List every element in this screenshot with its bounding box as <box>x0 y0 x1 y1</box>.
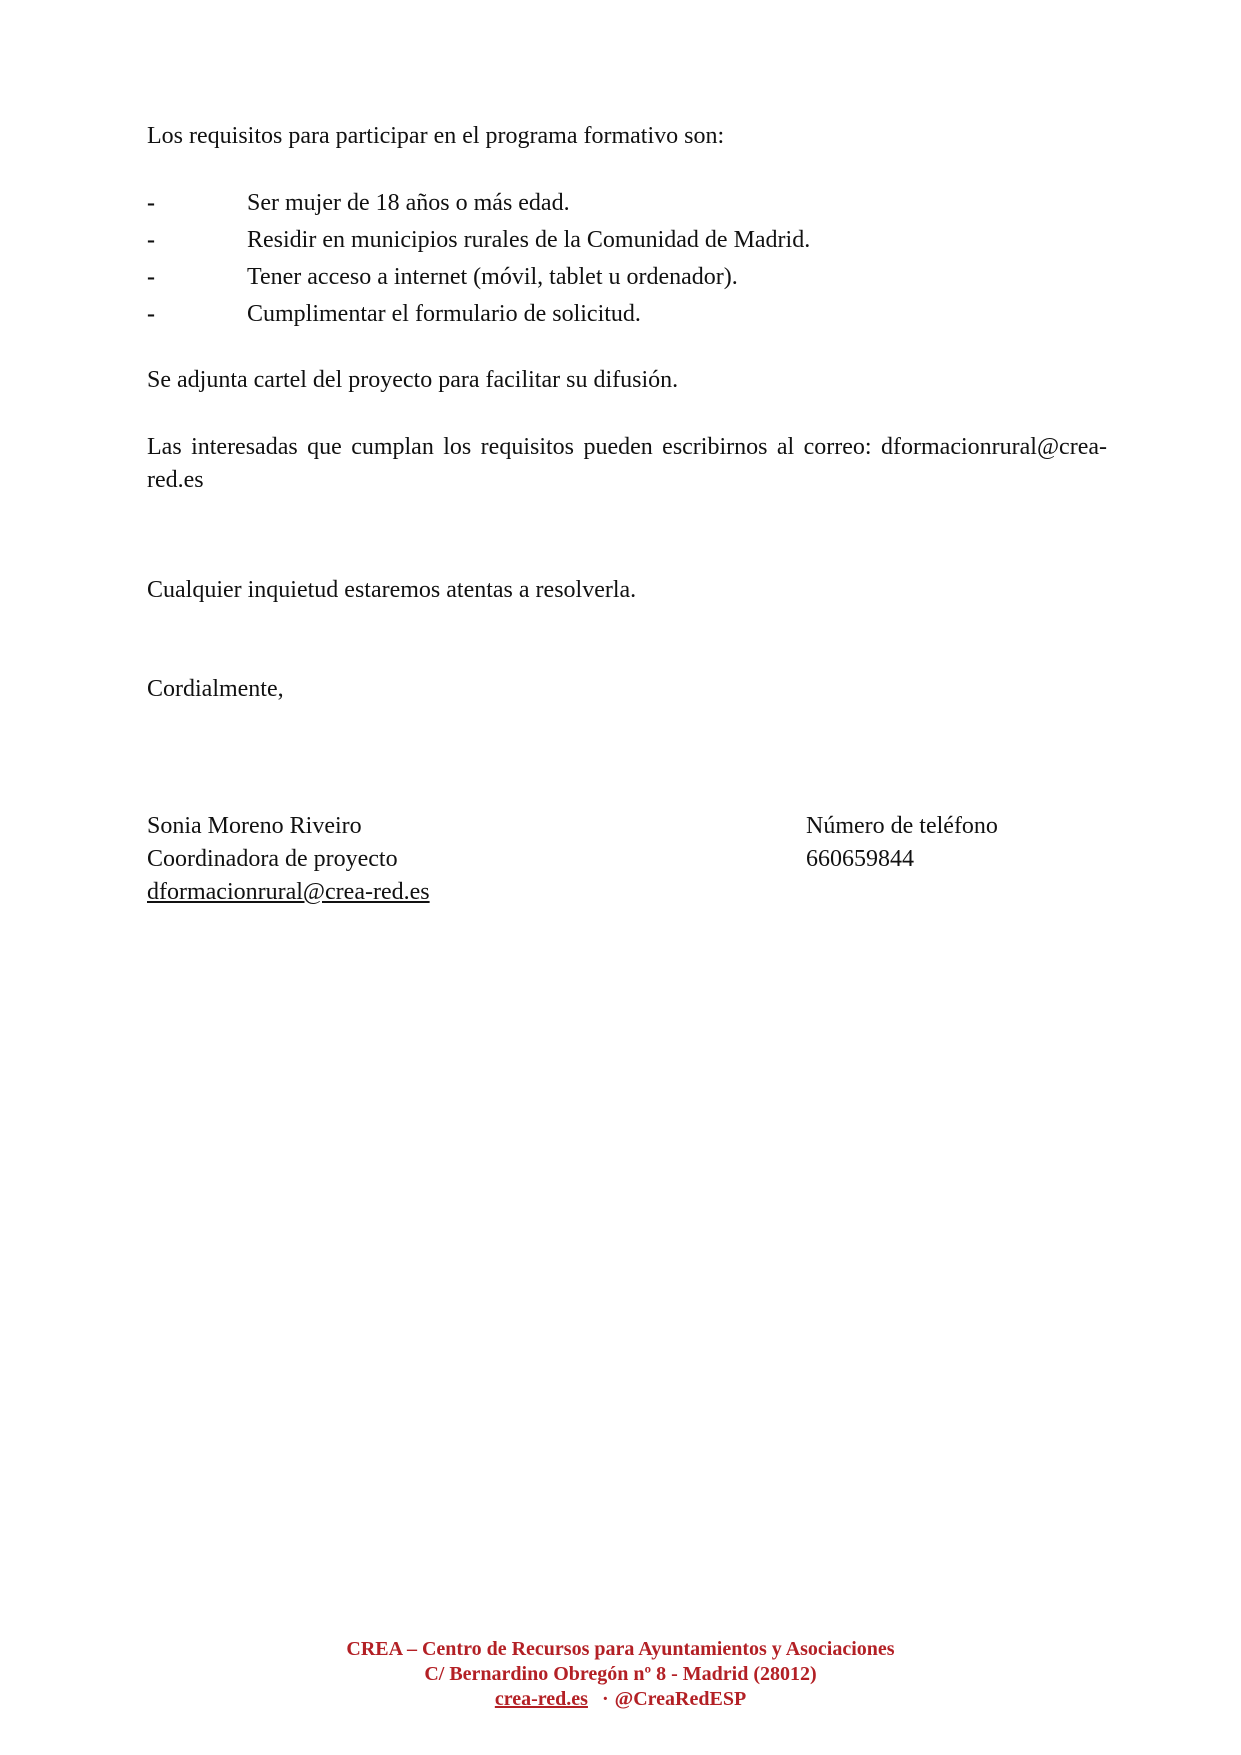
footer-address: C/ Bernardino Obregón nº 8 - Madrid (28012) <box>424 1663 817 1685</box>
list-bullet: - <box>147 227 155 253</box>
list-bullet: - <box>147 190 155 216</box>
closing-salutation: Cordialmente, <box>147 676 284 702</box>
list-item-text: Residir en municipios rurales de la Comunidad de Madrid. <box>247 227 811 253</box>
contact-paragraph: Las interesadas que cumplan los requisitos pueden escribirnos al correo: dformacionrural@crea-red.es <box>147 434 1107 493</box>
list-item-text: Tener acceso a internet (móvil, tablet u ordenador). <box>247 264 738 290</box>
doubts-note: Cualquier inquietud estaremos atentas a resolverla. <box>147 577 637 603</box>
phone-label: Número de teléfono <box>806 813 998 839</box>
signer-email-link[interactable]: dformacionrural@crea-red.es <box>147 879 430 905</box>
list-bullet: - <box>147 264 155 290</box>
phone-block <box>806 810 998 876</box>
signature-block <box>147 810 430 909</box>
list-item-text: Cumplimentar el formulario de solicitud. <box>247 301 641 327</box>
footer-website-link[interactable]: crea-red.es <box>494 1688 588 1710</box>
list-item-text: Ser mujer de 18 años o más edad. <box>247 190 570 216</box>
footer-org-name: CREA – Centro de Recursos para Ayuntamientos y Asociaciones <box>346 1638 895 1660</box>
footer-links <box>0 1687 1241 1712</box>
footer-social-handle[interactable]: @CreaRedESP <box>614 1688 747 1710</box>
list-bullet: - <box>147 301 155 327</box>
signer-role: Coordinadora de proyecto <box>147 846 398 872</box>
signer-name: Sonia Moreno Riveiro <box>147 813 362 839</box>
phone-number: 660659844 <box>806 846 914 872</box>
attachment-note: Se adjunta cartel del proyecto para facilitar su difusión. <box>147 367 679 393</box>
page-footer <box>0 1637 1241 1712</box>
requirements-intro: Los requisitos para participar en el programa formativo son: <box>147 123 725 149</box>
footer-separator: · <box>601 1688 609 1710</box>
